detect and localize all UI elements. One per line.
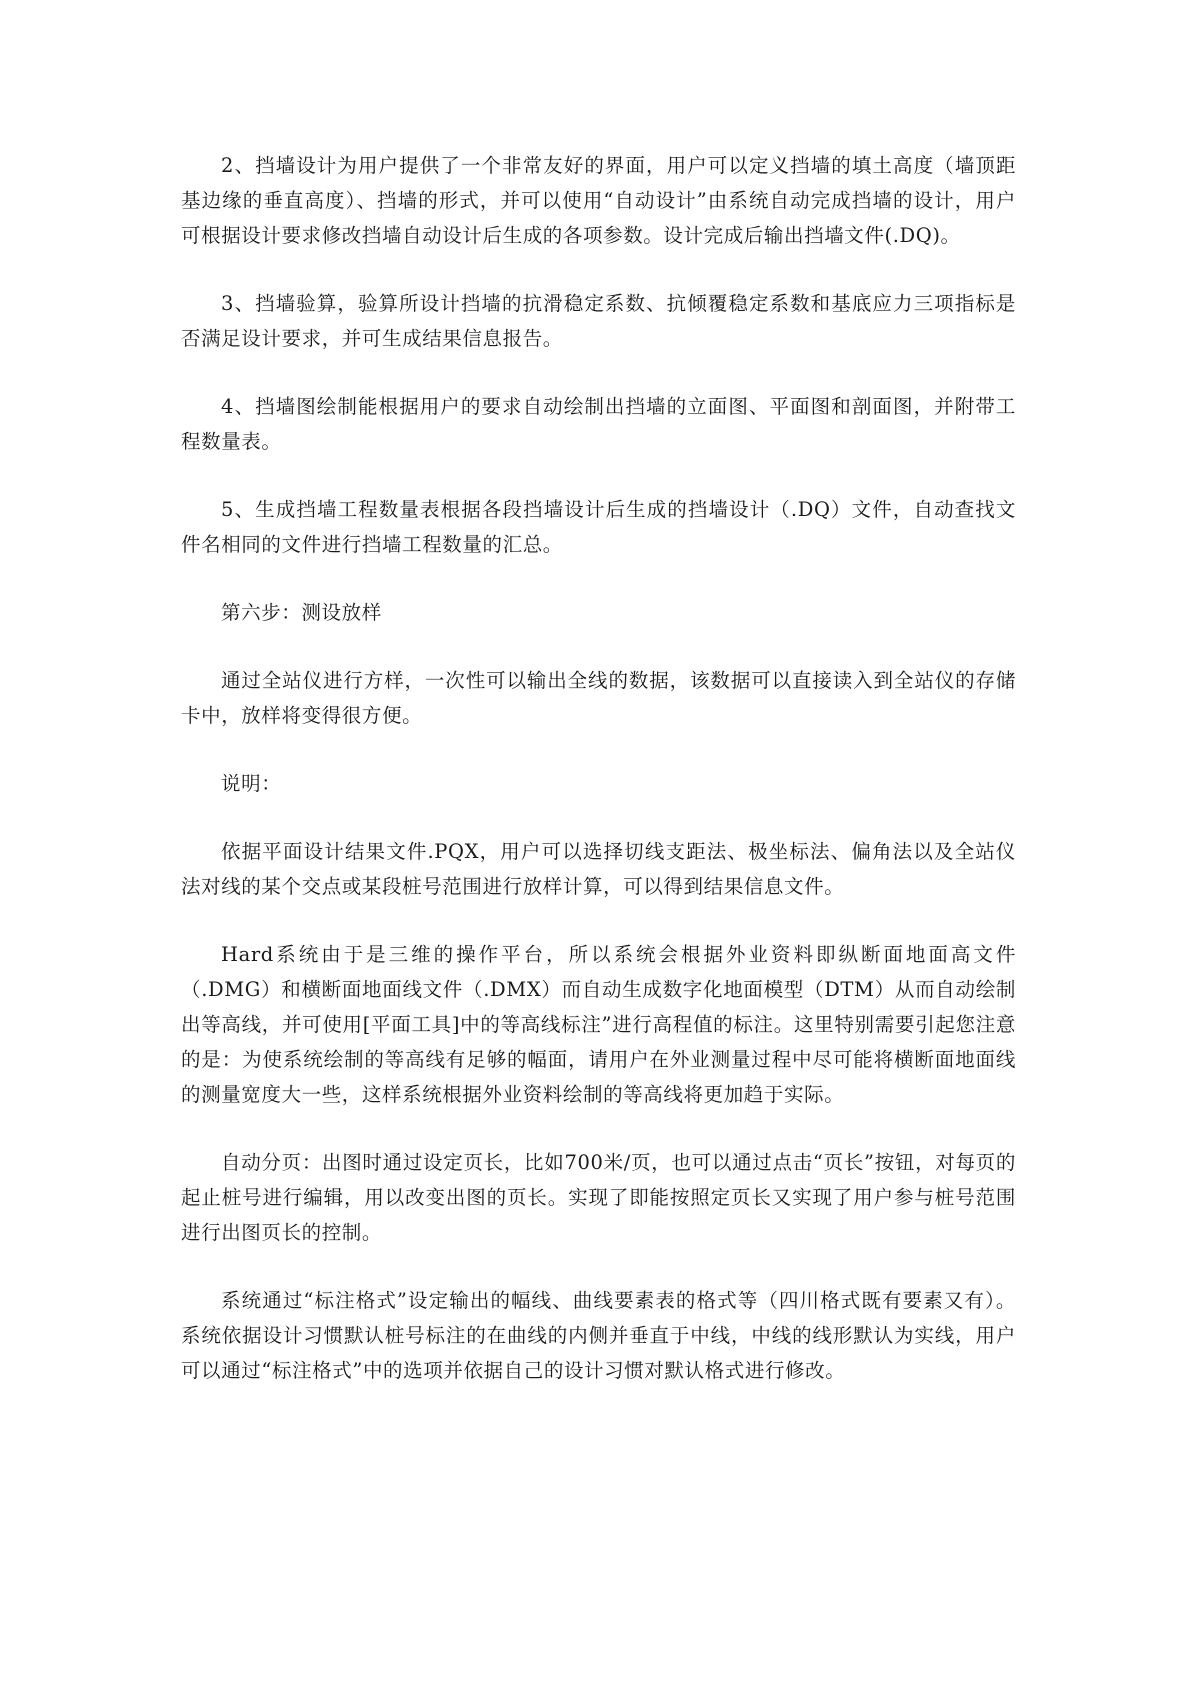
paragraph-retaining-wall-check: 3、挡墙验算，验算所设计挡墙的抗滑稳定系数、抗倾覆稳定系数和基底应力三项指标是否满足设计要求，并可生成结果信息报告。 xyxy=(181,292,1016,350)
document-body xyxy=(181,148,1016,1421)
paragraph-total-station: 通过全站仪进行方样，一次性可以输出全线的数据，该数据可以直接读入到全站仪的存储卡中，放样将变得很方便。 xyxy=(181,669,1016,727)
paragraph-annotation-format: 系统通过“标注格式”设定输出的幅线、曲线要素表的格式等（四川格式既有要素又有）。系统依据设计习惯默认桩号标注的在曲线的内侧并垂直于中线，中线的线形默认为实线，用户可以通过“标注格式”中的选项并依据自己的设计习惯对默认格式进行修改。 xyxy=(181,1289,1016,1382)
paragraph-auto-pagination: 自动分页：出图时通过设定页长，比如700米/页，也可以通过点击“页长”按钮，对每页的起止桩号进行编辑，用以改变出图的页长。实现了即能按照定页长又实现了用户参与桩号范围进行出图页长的控制。 xyxy=(181,1151,1016,1244)
section-heading-notes: 说明： xyxy=(221,772,282,795)
paragraph-retaining-wall-drawing: 4、挡墙图绘制能根据用户的要求自动绘制出挡墙的立面图、平面图和剖面图，并附带工程数量表。 xyxy=(181,395,1016,453)
paragraph-quantity-table: 5、生成挡墙工程数量表根据各段挡墙设计后生成的挡墙设计（.DQ）文件，自动查找文件名相同的文件进行挡墙工程数量的汇总。 xyxy=(181,498,1016,556)
paragraph-contour-lines: Hard系统由于是三维的操作平台，所以系统会根据外业资料即纵断面地面高文件（.DMG）和横断面地面线文件（.DMX）而自动生成数字化地面模型（DTM）从而自动绘制出等高线，并可使用[平面工具]中的等高线标注”进行高程值的标注。这里特别需要引起您注意的是：为使系统绘制的等高线有足够的幅面，请用户在外业测量过程中尽可能将横断面地面线的测量宽度大一些，这样系统根据外业资料绘制的等高线将更加趋于实际。 xyxy=(181,943,1016,1106)
paragraph-layout-methods: 依据平面设计结果文件.PQX，用户可以选择切线支距法、极坐标法、偏角法以及全站仪法对线的某个交点或某段桩号范围进行放样计算，可以得到结果信息文件。 xyxy=(181,840,1016,898)
section-heading-step-six: 第六步：测设放样 xyxy=(221,601,382,624)
paragraph-retaining-wall-design: 2、挡墙设计为用户提供了一个非常友好的界面，用户可以定义挡墙的填土高度（墙顶距基边缘的垂直高度）、挡墙的形式，并可以使用“自动设计”由系统自动完成挡墙的设计，用户可根据设计要求修改挡墙自动设计后生成的各项参数。设计完成后输出挡墙文件(.DQ)。 xyxy=(181,154,1016,247)
